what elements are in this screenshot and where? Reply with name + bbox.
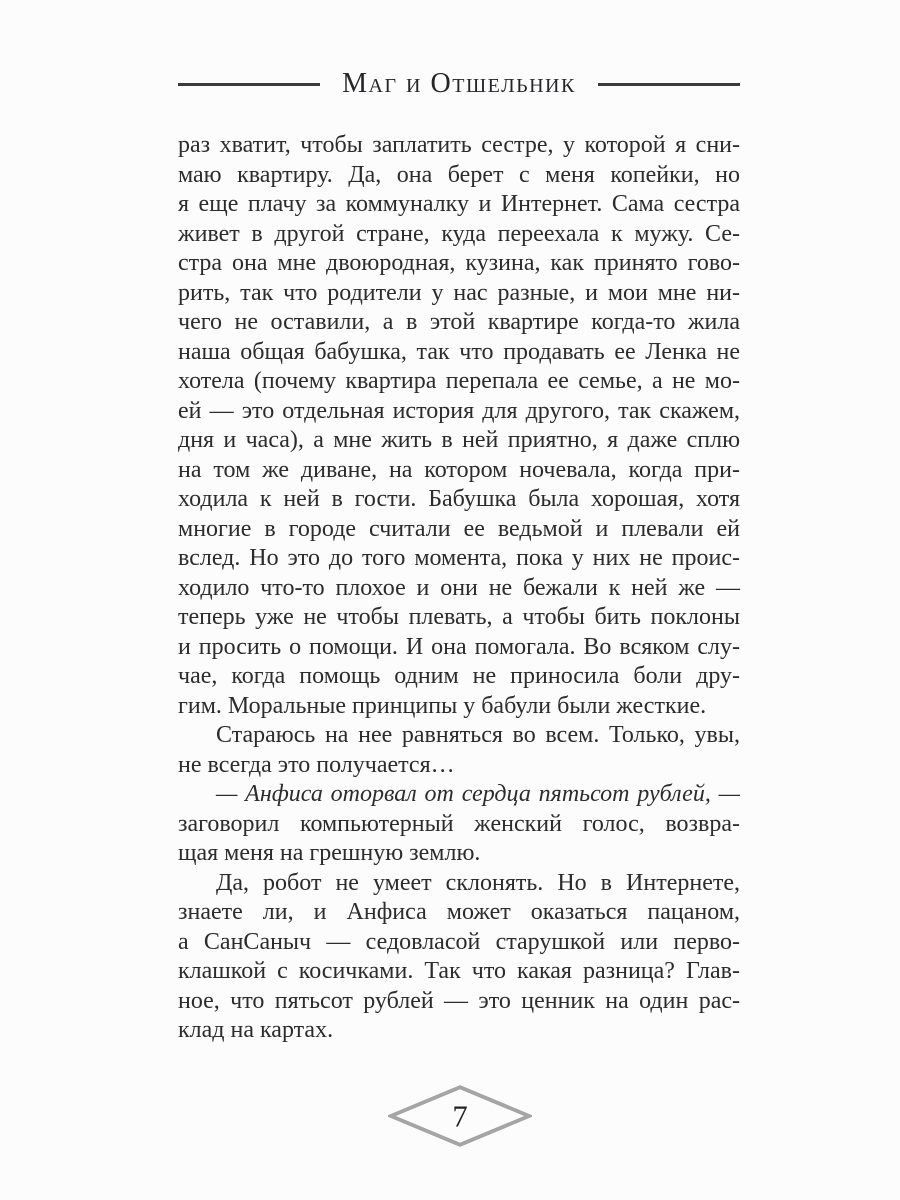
text-line: ходило что-то плохое и они не бежали к ней же — — [178, 574, 740, 601]
text-line: щая меня на грешную землю. — [178, 840, 481, 866]
text-line: клад на картах. — [178, 1017, 334, 1043]
text-line: я еще плачу за коммуналку и Интернет. Сама сестра — [178, 191, 740, 217]
text-line: Стараюсь на нее равняться во всем. Только, увы, — [216, 722, 740, 748]
text-line: Да, робот не умеет склонять. Но в Интернете, — [216, 869, 740, 896]
header-rule-left — [178, 83, 320, 86]
text-line: маю квартиру. Да, она берет с меня копейки, но — [178, 161, 740, 188]
text-line: вслед. Но это до того момента, пока у них не проис- — [178, 545, 740, 571]
text-line: и просить о помощи. И она помогала. Во всяком слу- — [178, 633, 740, 660]
text-line: ей — это отдельная история для другого, так скажем, — [178, 397, 740, 424]
text-line: заговорил компьютерный женский голос, возвра- — [178, 810, 740, 837]
text-line: наша общая бабушка, так что продавать ее Ленка не — [178, 338, 740, 365]
header-rule-right — [598, 83, 740, 86]
text-line: многие в городе считали ее ведьмой и плевали ей — [178, 515, 740, 542]
text-line: живет в другой стране, куда переехала к мужу. Се- — [178, 220, 740, 247]
text-line: — Анфиса оторвал от сердца пятьсот рублей, — — [216, 781, 740, 807]
book-title: Маг и Отшельник — [342, 68, 576, 99]
text-line: хотела (почему квартира перепала ее семье, а не мо- — [178, 368, 740, 394]
text-line: знаете ли, и Анфиса может оказаться пацаном, — [178, 899, 740, 925]
text-line: гим. Моральные принципы у бабули были жесткие. — [178, 692, 707, 719]
text-line: рить, так что родители у нас разные, и мои мне ни- — [178, 279, 740, 306]
text-line: ное, что пятьсот рублей — это ценник на один рас- — [178, 987, 740, 1014]
text-line: не всегда это получается… — [178, 751, 455, 778]
text-line: ходила к ней в гости. Бабушка была хорошая, хотя — [178, 486, 740, 512]
text-line: дня и часа), а мне жить в ней приятно, я даже сплю — [178, 427, 740, 453]
text-line: чае, когда помощь одним не приносила боли дру- — [178, 663, 740, 689]
page-number: 7 — [452, 1099, 468, 1134]
page-footer — [388, 1084, 532, 1148]
text-line: раз хватит, чтобы заплатить сестре, у которой я сни- — [178, 132, 740, 158]
text-line: а СанСаныч — седовласой старушкой или перво- — [178, 928, 740, 955]
text-line: стра она мне двоюродная, кузина, как принято гово- — [178, 250, 740, 276]
text-line: чего не оставили, а в этой квартире когда-то жила — [178, 309, 740, 335]
running-head — [178, 68, 740, 100]
text-line: теперь уже не чтобы плевать, а чтобы бить поклоны — [178, 604, 740, 630]
diamond-ornament — [388, 1084, 532, 1148]
text-line: клашкой с косичками. Так что какая разница? Глав- — [178, 958, 740, 984]
text-line: на том же диване, на котором ночевала, когда при- — [178, 456, 740, 483]
page-text — [178, 131, 740, 1046]
